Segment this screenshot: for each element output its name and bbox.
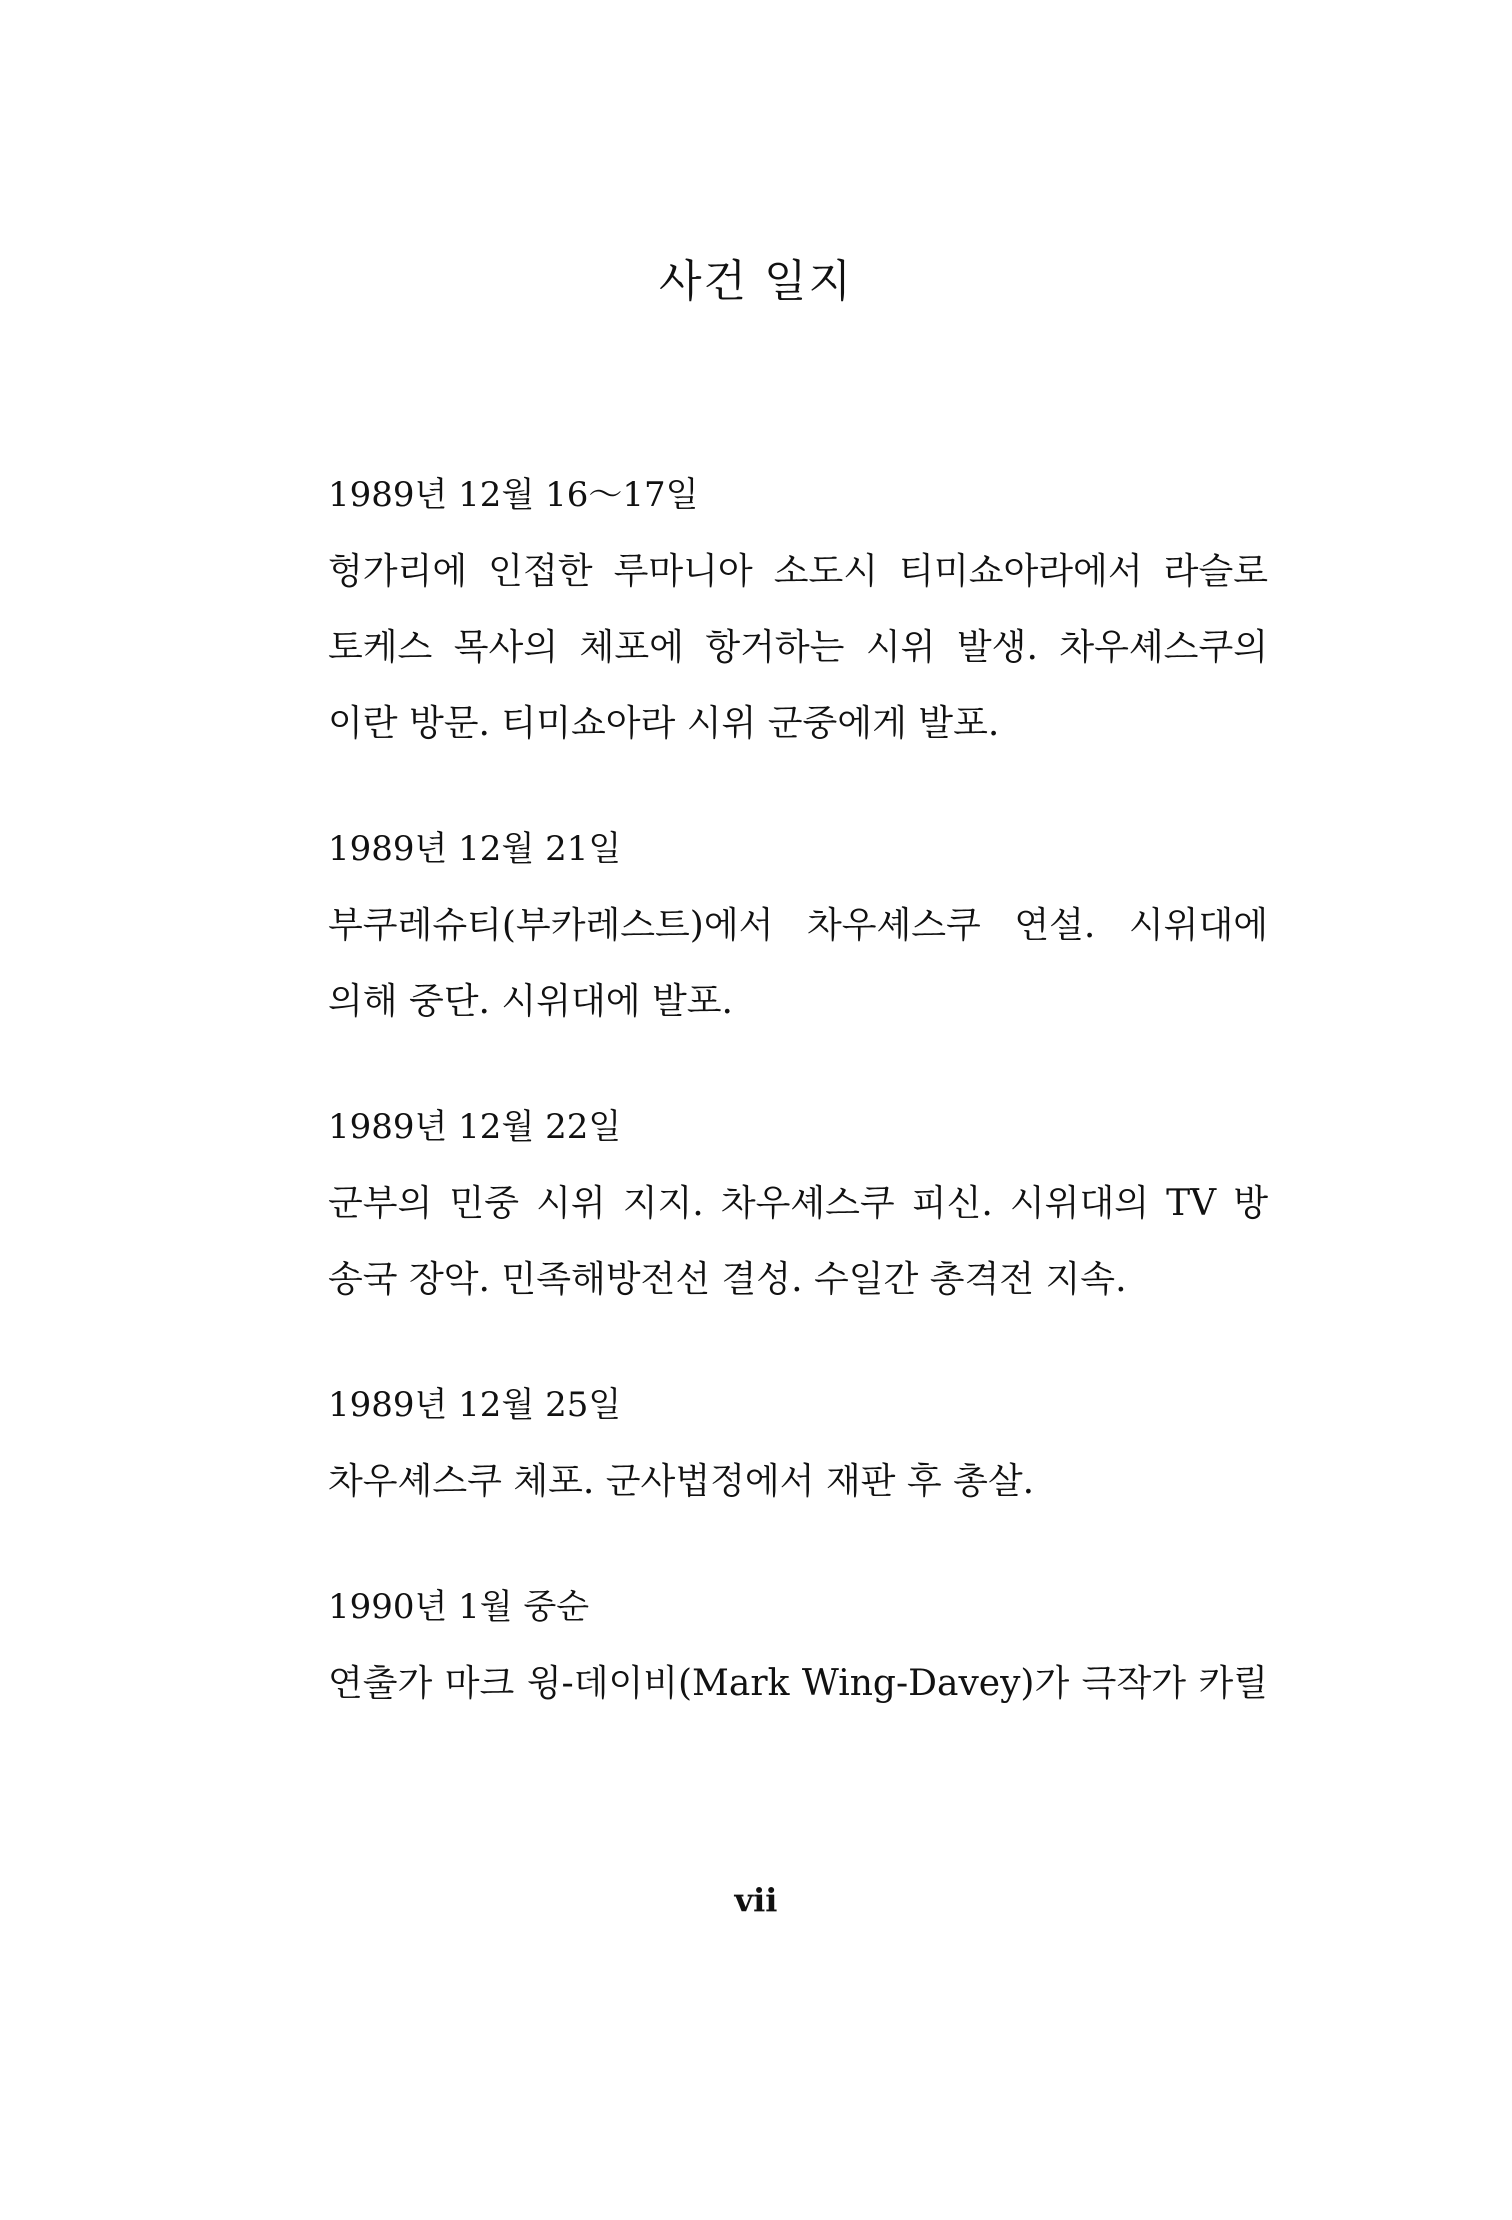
entry-date: 1989년 12월 25일 <box>328 1385 622 1425</box>
chronology-entry <box>328 1380 1268 1520</box>
chronology-list <box>328 470 1268 1784</box>
entry-line: 송국 장악. 민족해방전선 결성. 수일간 총격전 지속. <box>328 1259 1127 1300</box>
entry-line: 연출가 마크 윙-데이비(Mark Wing-Davey)가 극작가 카릴 <box>328 1663 1268 1704</box>
entry-line: 차우셰스쿠 체포. 군사법정에서 재판 후 총살. <box>328 1461 1035 1502</box>
entry-description <box>328 534 1268 762</box>
entry-description <box>328 1166 1268 1318</box>
entry-date: 1989년 12월 16～17일 <box>328 475 699 515</box>
entry-line: 의해 중단. 시위대에 발포. <box>328 981 733 1022</box>
entry-line: 군부의 민중 시위 지지. 차우셰스쿠 피신. 시위대의 TV 방 <box>328 1183 1268 1224</box>
entry-line: 이란 방문. 티미쇼아라 시위 군중에게 발포. <box>328 703 1000 744</box>
entry-date: 1989년 12월 21일 <box>328 829 622 869</box>
chronology-entry <box>328 824 1268 1040</box>
chronology-entry <box>328 1102 1268 1318</box>
entry-date: 1989년 12월 22일 <box>328 1107 622 1147</box>
entry-line: 토케스 목사의 체포에 항거하는 시위 발생. 차우셰스쿠의 <box>328 627 1268 668</box>
entry-description <box>328 888 1268 1040</box>
entry-description <box>328 1444 1268 1520</box>
page-number: vii <box>734 1881 778 1919</box>
entry-description <box>328 1646 1268 1722</box>
page-title: 사건 일지 <box>658 256 853 307</box>
chronology-entry <box>328 470 1268 762</box>
entry-date: 1990년 1월 중순 <box>328 1587 590 1627</box>
entry-line: 헝가리에 인접한 루마니아 소도시 티미쇼아라에서 라슬로 <box>328 551 1268 592</box>
entry-line: 부쿠레슈티(부카레스트)에서 차우셰스쿠 연설. 시위대에 <box>328 905 1268 946</box>
chronology-entry <box>328 1582 1268 1722</box>
